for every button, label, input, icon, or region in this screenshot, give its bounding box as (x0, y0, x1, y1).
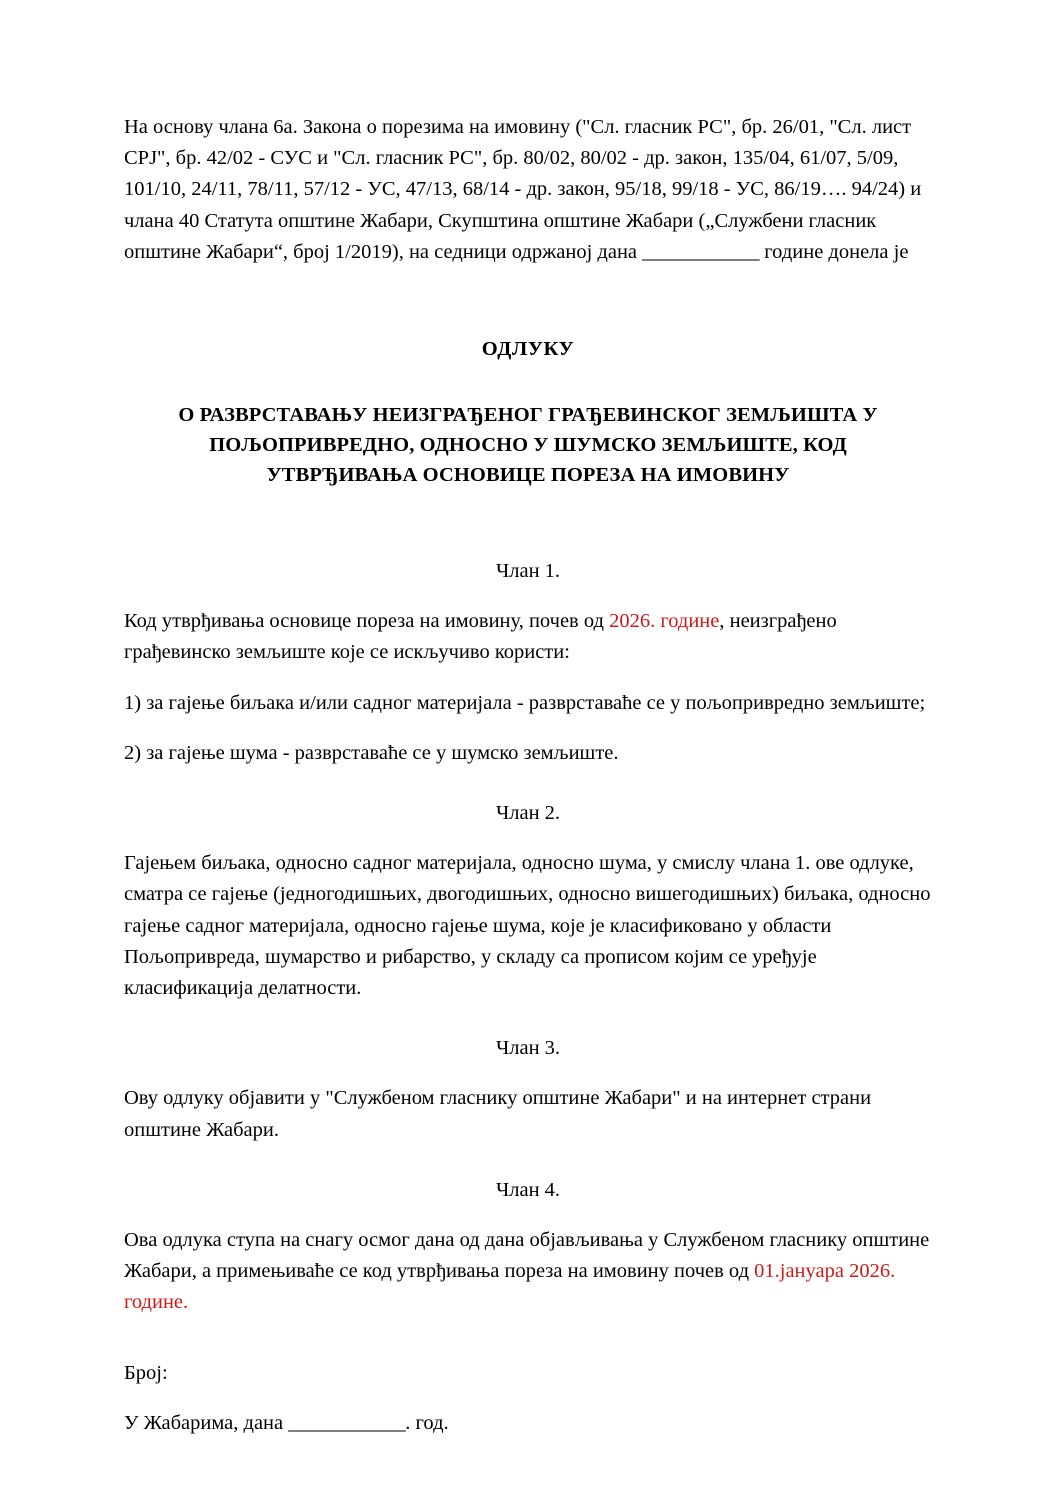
article-1-list-item-1: 1) за гајење биљака и/или садног материјала - разврставаће се у пољопривредно земљиште; (124, 691, 926, 714)
preamble-paragraph (124, 112, 932, 268)
subtitle-line-2: ПОЉОПРИВРЕДНО, ОДНОСНО У ШУМСКО ЗЕМЉИШТЕ, КОД (209, 434, 847, 457)
footer-place-line (124, 1408, 932, 1439)
spacer-before-article-2 (124, 788, 932, 798)
spacer-before-article-1 (124, 490, 932, 556)
spacer-before-article-3 (124, 1023, 932, 1033)
article-4-heading: Члан 4. (495, 1178, 561, 1201)
article-4-date-highlight: 01.јануара 2026. године. (124, 1260, 896, 1314)
article-1-intro (124, 606, 932, 668)
preamble-text-before-blank: На основу члана 6а. Закона о порезима на имовину ("Сл. гласник РС", бр. 26/01, "Сл. лист СРЈ", бр. 42/02 - СУС и "Сл. гласник РС", бр. 80/02, 80/02 - др. закон, 135/04, 61/07, 5/09, 101/10, 24/11, 78/11, 57/12 - УС, 47/13, 68/14 - др. закон, 95/18, 99/18 - УС, 86/19…. 94/24) и члана 40 Статута општине Жабари, Скупштина општине Жабари („Службени гласник општине Жабари“, број 1/2019), на седници одржаној дана (124, 116, 922, 263)
preamble-text-after-blank: године донела је (759, 240, 909, 263)
footer-number-label: Број: (124, 1361, 168, 1384)
spacer-before-title (124, 268, 932, 334)
spacer-before-footer (124, 1338, 932, 1358)
preamble-date-blank: ____________ (642, 240, 760, 263)
document-content (124, 112, 932, 1458)
spacer-before-article-4 (124, 1165, 932, 1175)
document-title: ОДЛУКУ (481, 338, 575, 361)
subtitle-line-1: О РАЗВРСТАВАЊУ НЕИЗГРАЂЕНОГ ГРАЂЕВИНСКОГ ЗЕМЉИШТА У (178, 404, 878, 427)
article-1-year-highlight: 2026. године (609, 610, 720, 633)
footer-date-blank: ____________ (288, 1411, 406, 1434)
article-4-body (124, 1225, 932, 1319)
article-1-intro-after-red: , неизграђено грађевинско земљиште које се искључиво користи: (124, 610, 837, 664)
document-subtitle (133, 400, 923, 490)
spacer-after-title (124, 364, 932, 400)
article-3-heading: Члан 3. (495, 1037, 561, 1060)
article-1-list-item-2: 2) за гајење шума - разврставаће се у шумско земљиште. (124, 741, 619, 764)
article-4-body-before-red: Ова одлука ступа на снагу осмог дана од дана објављивања у Службеном гласнику општине Жабари, а примењиваће се код утврђивања пореза на имовину почев од (124, 1229, 930, 1283)
footer-place-before-blank: У Жабарима, дана (124, 1411, 289, 1434)
subtitle-line-3: УТВРЂИВАЊА ОСНОВИЦЕ ПОРЕЗА НА ИМОВИНУ (266, 464, 790, 487)
article-2-body: Гајењем биљака, односно садног материјала, односно шума, у смислу члана 1. ове одлуке, сматра се гајење (једногодишњих, двогодишњих, односно вишегодишњих) биљака, односно гајење садног материјала, односно гајење шума, које је класификовано у области Пољопривреда, шумарство и рибарство, у складу са прописом којим се уређује класификација делатности. (124, 852, 931, 1000)
footer-place-after-blank: . год. (405, 1411, 449, 1434)
article-2-heading: Члан 2. (495, 802, 561, 825)
article-3-body: Ову одлуку објавити у "Службеном гласнику општине Жабари" и на интернет страни општине Жабари. (124, 1087, 872, 1141)
article-1-intro-before-red: Код утврђивања основице пореза на имовину, почев од (124, 610, 610, 633)
article-1-heading: Члан 1. (495, 560, 561, 583)
